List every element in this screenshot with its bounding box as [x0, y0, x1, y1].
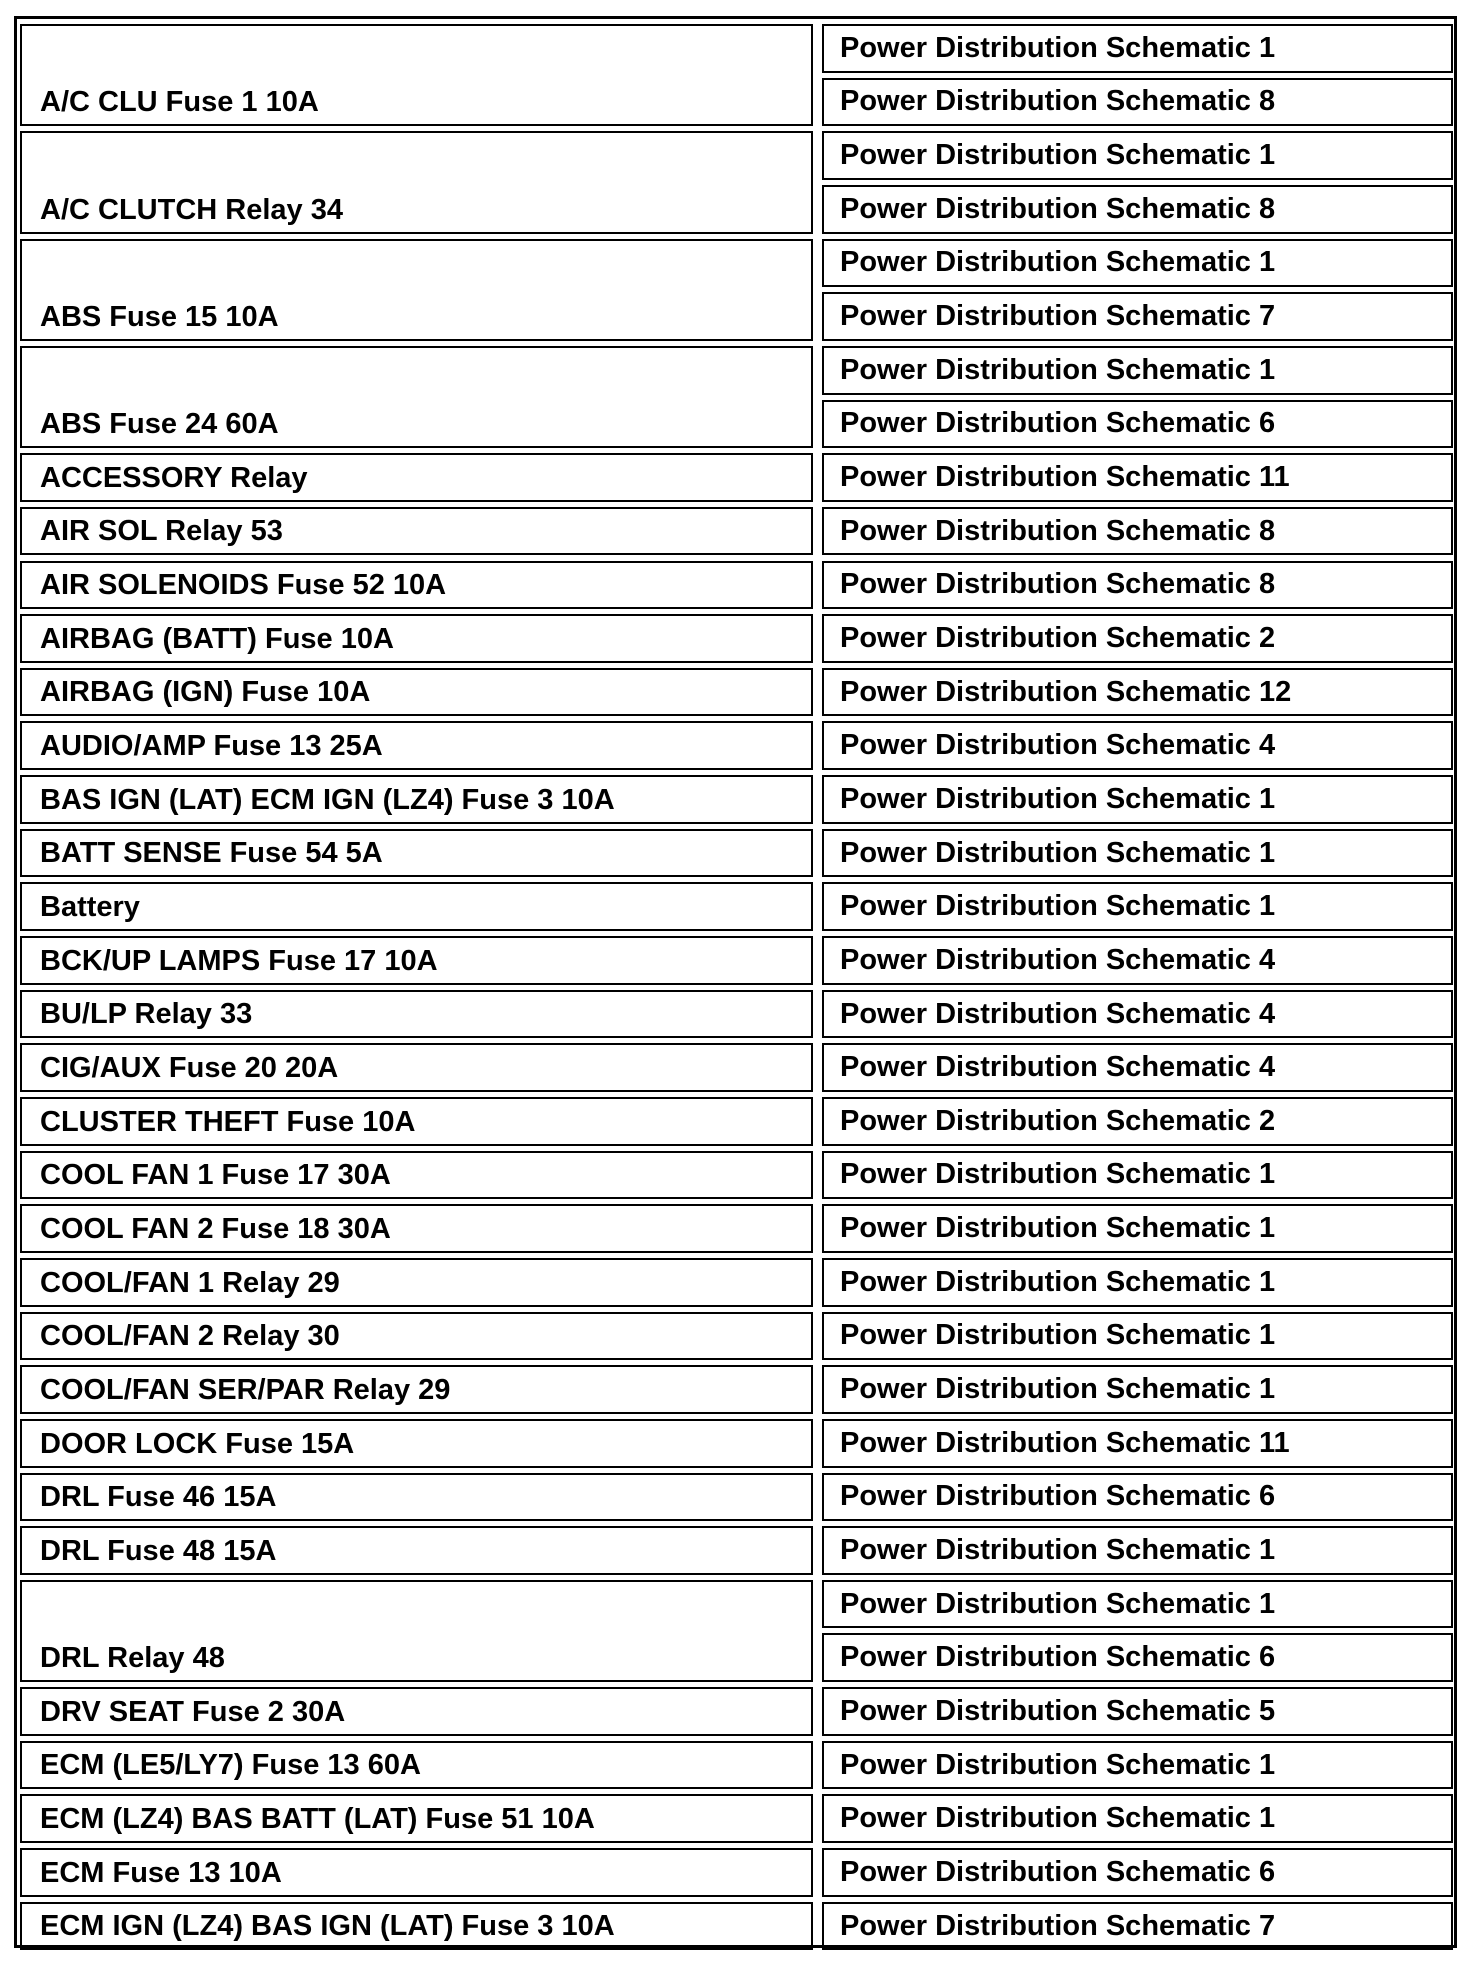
- schematic-reference-stack: [822, 936, 1453, 990]
- table-row: [0, 1902, 1472, 1956]
- schematic-reference-stack: [822, 1848, 1453, 1902]
- table-row: [0, 882, 1472, 936]
- schematic-reference-stack: [822, 346, 1453, 453]
- schematic-reference-stack: [822, 1312, 1453, 1366]
- schematic-reference-stack: [822, 1204, 1453, 1258]
- schematic-reference-stack: [822, 1902, 1453, 1956]
- component-name-cell: ECM (LZ4) BAS BATT (LAT) Fuse 51 10A: [20, 1794, 813, 1843]
- schematic-reference-stack: [822, 1580, 1453, 1687]
- schematic-reference-cell: Power Distribution Schematic 6: [822, 1848, 1453, 1897]
- schematic-reference-stack: [822, 1258, 1453, 1312]
- schematic-reference-cell: Power Distribution Schematic 1: [822, 131, 1453, 180]
- schematic-reference-stack: [822, 1473, 1453, 1527]
- component-name-cell: Battery: [20, 882, 813, 931]
- schematic-reference-cell: Power Distribution Schematic 1: [822, 1526, 1453, 1575]
- schematic-reference-cell: Power Distribution Schematic 4: [822, 721, 1453, 770]
- schematic-reference-stack: [822, 1097, 1453, 1151]
- schematic-reference-cell: Power Distribution Schematic 8: [822, 185, 1453, 234]
- schematic-reference-cell: Power Distribution Schematic 1: [822, 24, 1453, 73]
- table-row: [0, 1526, 1472, 1580]
- schematic-reference-stack: [822, 507, 1453, 561]
- schematic-reference-cell: Power Distribution Schematic 1: [822, 882, 1453, 931]
- table-row: [0, 1741, 1472, 1795]
- schematic-reference-cell: Power Distribution Schematic 1: [822, 1580, 1453, 1629]
- component-name-cell: COOL/FAN 2 Relay 30: [20, 1312, 813, 1361]
- schematic-reference-cell: Power Distribution Schematic 1: [822, 1258, 1453, 1307]
- table-row: [0, 453, 1472, 507]
- table-row: [0, 1043, 1472, 1097]
- component-name-cell: AIRBAG (BATT) Fuse 10A: [20, 614, 813, 663]
- component-name-cell: CLUSTER THEFT Fuse 10A: [20, 1097, 813, 1146]
- schematic-reference-stack: [822, 131, 1453, 238]
- table-row: [0, 561, 1472, 615]
- schematic-reference-stack: [822, 239, 1453, 346]
- table-row: [0, 1794, 1472, 1848]
- table-row: [0, 507, 1472, 561]
- schematic-reference-stack: [822, 1419, 1453, 1473]
- component-name-cell: ECM Fuse 13 10A: [20, 1848, 813, 1897]
- schematic-reference-stack: [822, 1794, 1453, 1848]
- component-name-cell: ACCESSORY Relay: [20, 453, 813, 502]
- schematic-reference-cell: Power Distribution Schematic 1: [822, 1312, 1453, 1361]
- component-name-cell: AIRBAG (IGN) Fuse 10A: [20, 668, 813, 717]
- schematic-reference-stack: [822, 1741, 1453, 1795]
- schematic-reference-cell: Power Distribution Schematic 7: [822, 292, 1453, 341]
- table-row: [0, 990, 1472, 1044]
- component-name-cell: DRV SEAT Fuse 2 30A: [20, 1687, 813, 1736]
- table-row: [0, 1097, 1472, 1151]
- table-row: [0, 346, 1472, 453]
- component-name-cell: COOL FAN 1 Fuse 17 30A: [20, 1151, 813, 1200]
- schematic-reference-cell: Power Distribution Schematic 1: [822, 1794, 1453, 1843]
- component-name-cell: BAS IGN (LAT) ECM IGN (LZ4) Fuse 3 10A: [20, 775, 813, 824]
- schematic-reference-stack: [822, 453, 1453, 507]
- schematic-reference-stack: [822, 1526, 1453, 1580]
- table-row: [0, 668, 1472, 722]
- table-row: [0, 614, 1472, 668]
- schematic-reference-cell: Power Distribution Schematic 4: [822, 1043, 1453, 1092]
- table-row: [0, 829, 1472, 883]
- component-name-cell: ABS Fuse 15 10A: [20, 239, 813, 341]
- schematic-reference-cell: Power Distribution Schematic 1: [822, 346, 1453, 395]
- schematic-reference-stack: [822, 775, 1453, 829]
- table-row: [0, 1848, 1472, 1902]
- table-row: [0, 936, 1472, 990]
- schematic-reference-stack: [822, 614, 1453, 668]
- component-name-cell: COOL/FAN 1 Relay 29: [20, 1258, 813, 1307]
- table-row: [0, 24, 1472, 131]
- schematic-reference-stack: [822, 990, 1453, 1044]
- schematic-reference-cell: Power Distribution Schematic 1: [822, 775, 1453, 824]
- component-name-cell: BCK/UP LAMPS Fuse 17 10A: [20, 936, 813, 985]
- schematic-reference-stack: [822, 561, 1453, 615]
- schematic-reference-stack: [822, 1365, 1453, 1419]
- table-row: [0, 1258, 1472, 1312]
- schematic-reference-cell: Power Distribution Schematic 1: [822, 1204, 1453, 1253]
- component-name-cell: DRL Relay 48: [20, 1580, 813, 1682]
- schematic-reference-cell: Power Distribution Schematic 1: [822, 1365, 1453, 1414]
- component-name-cell: A/C CLUTCH Relay 34: [20, 131, 813, 233]
- schematic-reference-cell: Power Distribution Schematic 6: [822, 400, 1453, 449]
- schematic-reference-cell: Power Distribution Schematic 6: [822, 1473, 1453, 1522]
- table-row: [0, 1365, 1472, 1419]
- schematic-reference-stack: [822, 24, 1453, 131]
- component-name-cell: ECM IGN (LZ4) BAS IGN (LAT) Fuse 3 10A: [20, 1902, 813, 1951]
- table-row: [0, 721, 1472, 775]
- schematic-reference-cell: Power Distribution Schematic 1: [822, 1741, 1453, 1790]
- component-name-cell: A/C CLU Fuse 1 10A: [20, 24, 813, 126]
- schematic-reference-cell: Power Distribution Schematic 4: [822, 990, 1453, 1039]
- component-name-cell: AIR SOL Relay 53: [20, 507, 813, 556]
- component-name-cell: BU/LP Relay 33: [20, 990, 813, 1039]
- component-name-cell: AIR SOLENOIDS Fuse 52 10A: [20, 561, 813, 610]
- table-row: [0, 775, 1472, 829]
- schematic-reference-cell: Power Distribution Schematic 2: [822, 614, 1453, 663]
- table-row: [0, 131, 1472, 238]
- schematic-reference-cell: Power Distribution Schematic 6: [822, 1633, 1453, 1682]
- schematic-reference-stack: [822, 668, 1453, 722]
- table-row: [0, 1473, 1472, 1527]
- table-row: [0, 1419, 1472, 1473]
- component-name-cell: COOL FAN 2 Fuse 18 30A: [20, 1204, 813, 1253]
- schematic-reference-stack: [822, 1687, 1453, 1741]
- schematic-reference-cell: Power Distribution Schematic 8: [822, 507, 1453, 556]
- schematic-reference-cell: Power Distribution Schematic 7: [822, 1902, 1453, 1951]
- component-name-cell: COOL/FAN SER/PAR Relay 29: [20, 1365, 813, 1414]
- schematic-reference-cell: Power Distribution Schematic 1: [822, 1151, 1453, 1200]
- component-name-cell: BATT SENSE Fuse 54 5A: [20, 829, 813, 878]
- schematic-reference-cell: Power Distribution Schematic 5: [822, 1687, 1453, 1736]
- schematic-reference-stack: [822, 882, 1453, 936]
- schematic-reference-stack: [822, 829, 1453, 883]
- schematic-reference-cell: Power Distribution Schematic 4: [822, 936, 1453, 985]
- schematic-reference-stack: [822, 1151, 1453, 1205]
- schematic-reference-stack: [822, 1043, 1453, 1097]
- table-row: [0, 1580, 1472, 1687]
- schematic-reference-cell: Power Distribution Schematic 2: [822, 1097, 1453, 1146]
- table-row: [0, 239, 1472, 346]
- component-name-cell: ECM (LE5/LY7) Fuse 13 60A: [20, 1741, 813, 1790]
- component-name-cell: AUDIO/AMP Fuse 13 25A: [20, 721, 813, 770]
- component-name-cell: ABS Fuse 24 60A: [20, 346, 813, 448]
- schematic-reference-cell: Power Distribution Schematic 8: [822, 561, 1453, 610]
- table-row: [0, 1687, 1472, 1741]
- schematic-reference-cell: Power Distribution Schematic 12: [822, 668, 1453, 717]
- schematic-reference-cell: Power Distribution Schematic 11: [822, 453, 1453, 502]
- table-row: [0, 1204, 1472, 1258]
- component-name-cell: CIG/AUX Fuse 20 20A: [20, 1043, 813, 1092]
- component-name-cell: DRL Fuse 48 15A: [20, 1526, 813, 1575]
- schematic-reference-cell: Power Distribution Schematic 11: [822, 1419, 1453, 1468]
- component-name-cell: DRL Fuse 46 15A: [20, 1473, 813, 1522]
- table-row: [0, 1151, 1472, 1205]
- component-name-cell: DOOR LOCK Fuse 15A: [20, 1419, 813, 1468]
- schematic-reference-cell: Power Distribution Schematic 8: [822, 78, 1453, 127]
- schematic-reference-stack: [822, 721, 1453, 775]
- schematic-reference-cell: Power Distribution Schematic 1: [822, 239, 1453, 288]
- table-row: [0, 1312, 1472, 1366]
- schematic-reference-cell: Power Distribution Schematic 1: [822, 829, 1453, 878]
